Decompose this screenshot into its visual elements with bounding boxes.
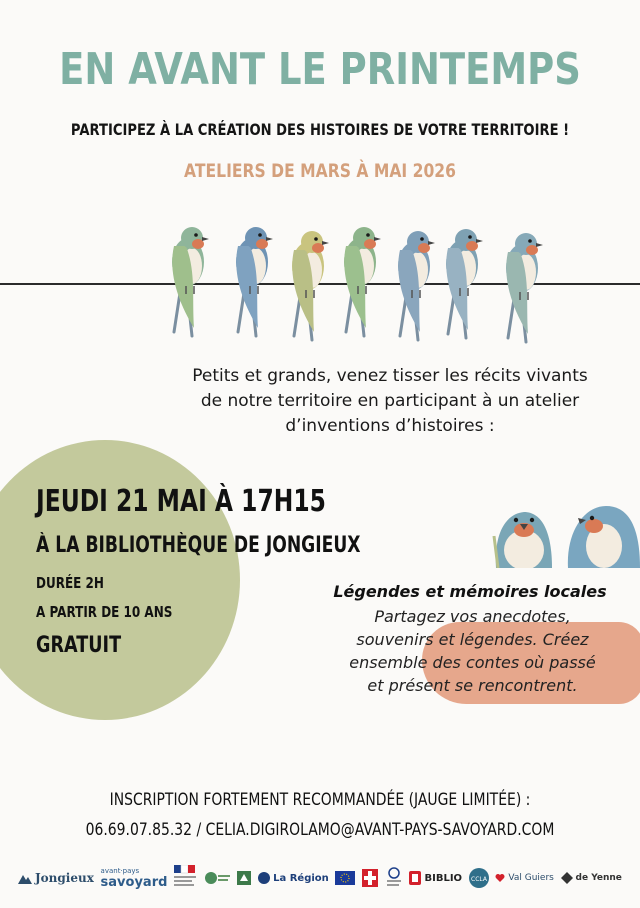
theme-line-1: Partagez vos anecdotes,	[374, 607, 571, 626]
logo-la-region: La Région	[258, 872, 329, 884]
logo-savoie	[362, 869, 378, 887]
intro-line-3: d’inventions d’histoires :	[285, 416, 495, 436]
logo-jongieux: Jongieux	[18, 871, 94, 885]
logo-val-guiers: Val Guiers	[495, 873, 553, 883]
two-swallows-icon	[490, 496, 640, 568]
region-circle-icon	[258, 872, 270, 884]
poster-subtitle: PARTICIPEZ À LA CRÉATION DES HISTOIRES DE VOTRE TERRITOIRE !	[70, 120, 570, 139]
event-place: À LA BIBLIOTHÈQUE DE JONGIEUX	[36, 533, 361, 558]
event-date: JEUDI 21 MAI À 17H15	[36, 484, 326, 519]
partner-logos	[18, 858, 622, 898]
mountain-icon	[18, 872, 32, 884]
theme-description	[320, 605, 625, 697]
registration-notice: INSCRIPTION FORTEMENT RECOMMANDÉE (JAUGE LIMITÉE) :	[109, 790, 531, 810]
svg-text:CCLA: CCLA	[470, 876, 487, 883]
logo-ministere	[385, 867, 403, 889]
ministry-seal-icon	[385, 867, 403, 889]
book-icon	[409, 871, 421, 885]
event-age: A PARTIR DE 10 ANS	[36, 603, 173, 621]
swallows-on-wire-icon	[0, 210, 640, 350]
theme-title: Légendes et mémoires locales	[333, 582, 607, 601]
intro-line-2: de notre territoire en participant à un atelier	[200, 391, 580, 411]
logo-biblio: BIBLIO	[409, 871, 462, 885]
contact-info[interactable]: 06.69.07.85.32 / CELIA.DIGIROLAMO@AVANT-PAYS-SAVOYARD.COM	[85, 820, 555, 840]
savoie-cross-icon	[362, 869, 378, 887]
ccla-circle-icon	[469, 868, 489, 888]
intro-line-1: Petits et grands, venez tisser les récits vivants	[192, 366, 588, 386]
theme-line-4: et présent se rencontrent.	[367, 676, 578, 695]
logo-avant-pays-savoyard: avant·pays savoyard	[100, 866, 168, 890]
square-leaf-icon	[237, 871, 251, 885]
logo-circle-green	[203, 868, 231, 888]
yenne-leaf-icon	[561, 872, 573, 884]
logo-prefecture	[174, 865, 196, 891]
event-price: GRATUIT	[36, 633, 122, 658]
eu-flag-icon	[335, 871, 355, 885]
logo-square-green	[237, 871, 251, 885]
event-duration: DURÉE 2H	[36, 574, 104, 592]
logo-ccla	[469, 868, 489, 888]
theme-line-3: ensemble des contes où passé	[349, 653, 596, 672]
leaf-circle-icon	[203, 868, 231, 888]
heart-icon	[495, 873, 505, 883]
theme-line-2: souvenirs et légendes. Créez	[356, 630, 589, 649]
marianne-flag-icon	[174, 865, 196, 891]
logo-yenne: de Yenne	[561, 872, 622, 884]
workshop-dates: ATELIERS DE MARS À MAI 2026	[184, 160, 456, 182]
poster-title: EN AVANT LE PRINTEMPS	[59, 44, 581, 95]
logo-eu	[335, 871, 355, 885]
intro-text	[160, 364, 620, 439]
